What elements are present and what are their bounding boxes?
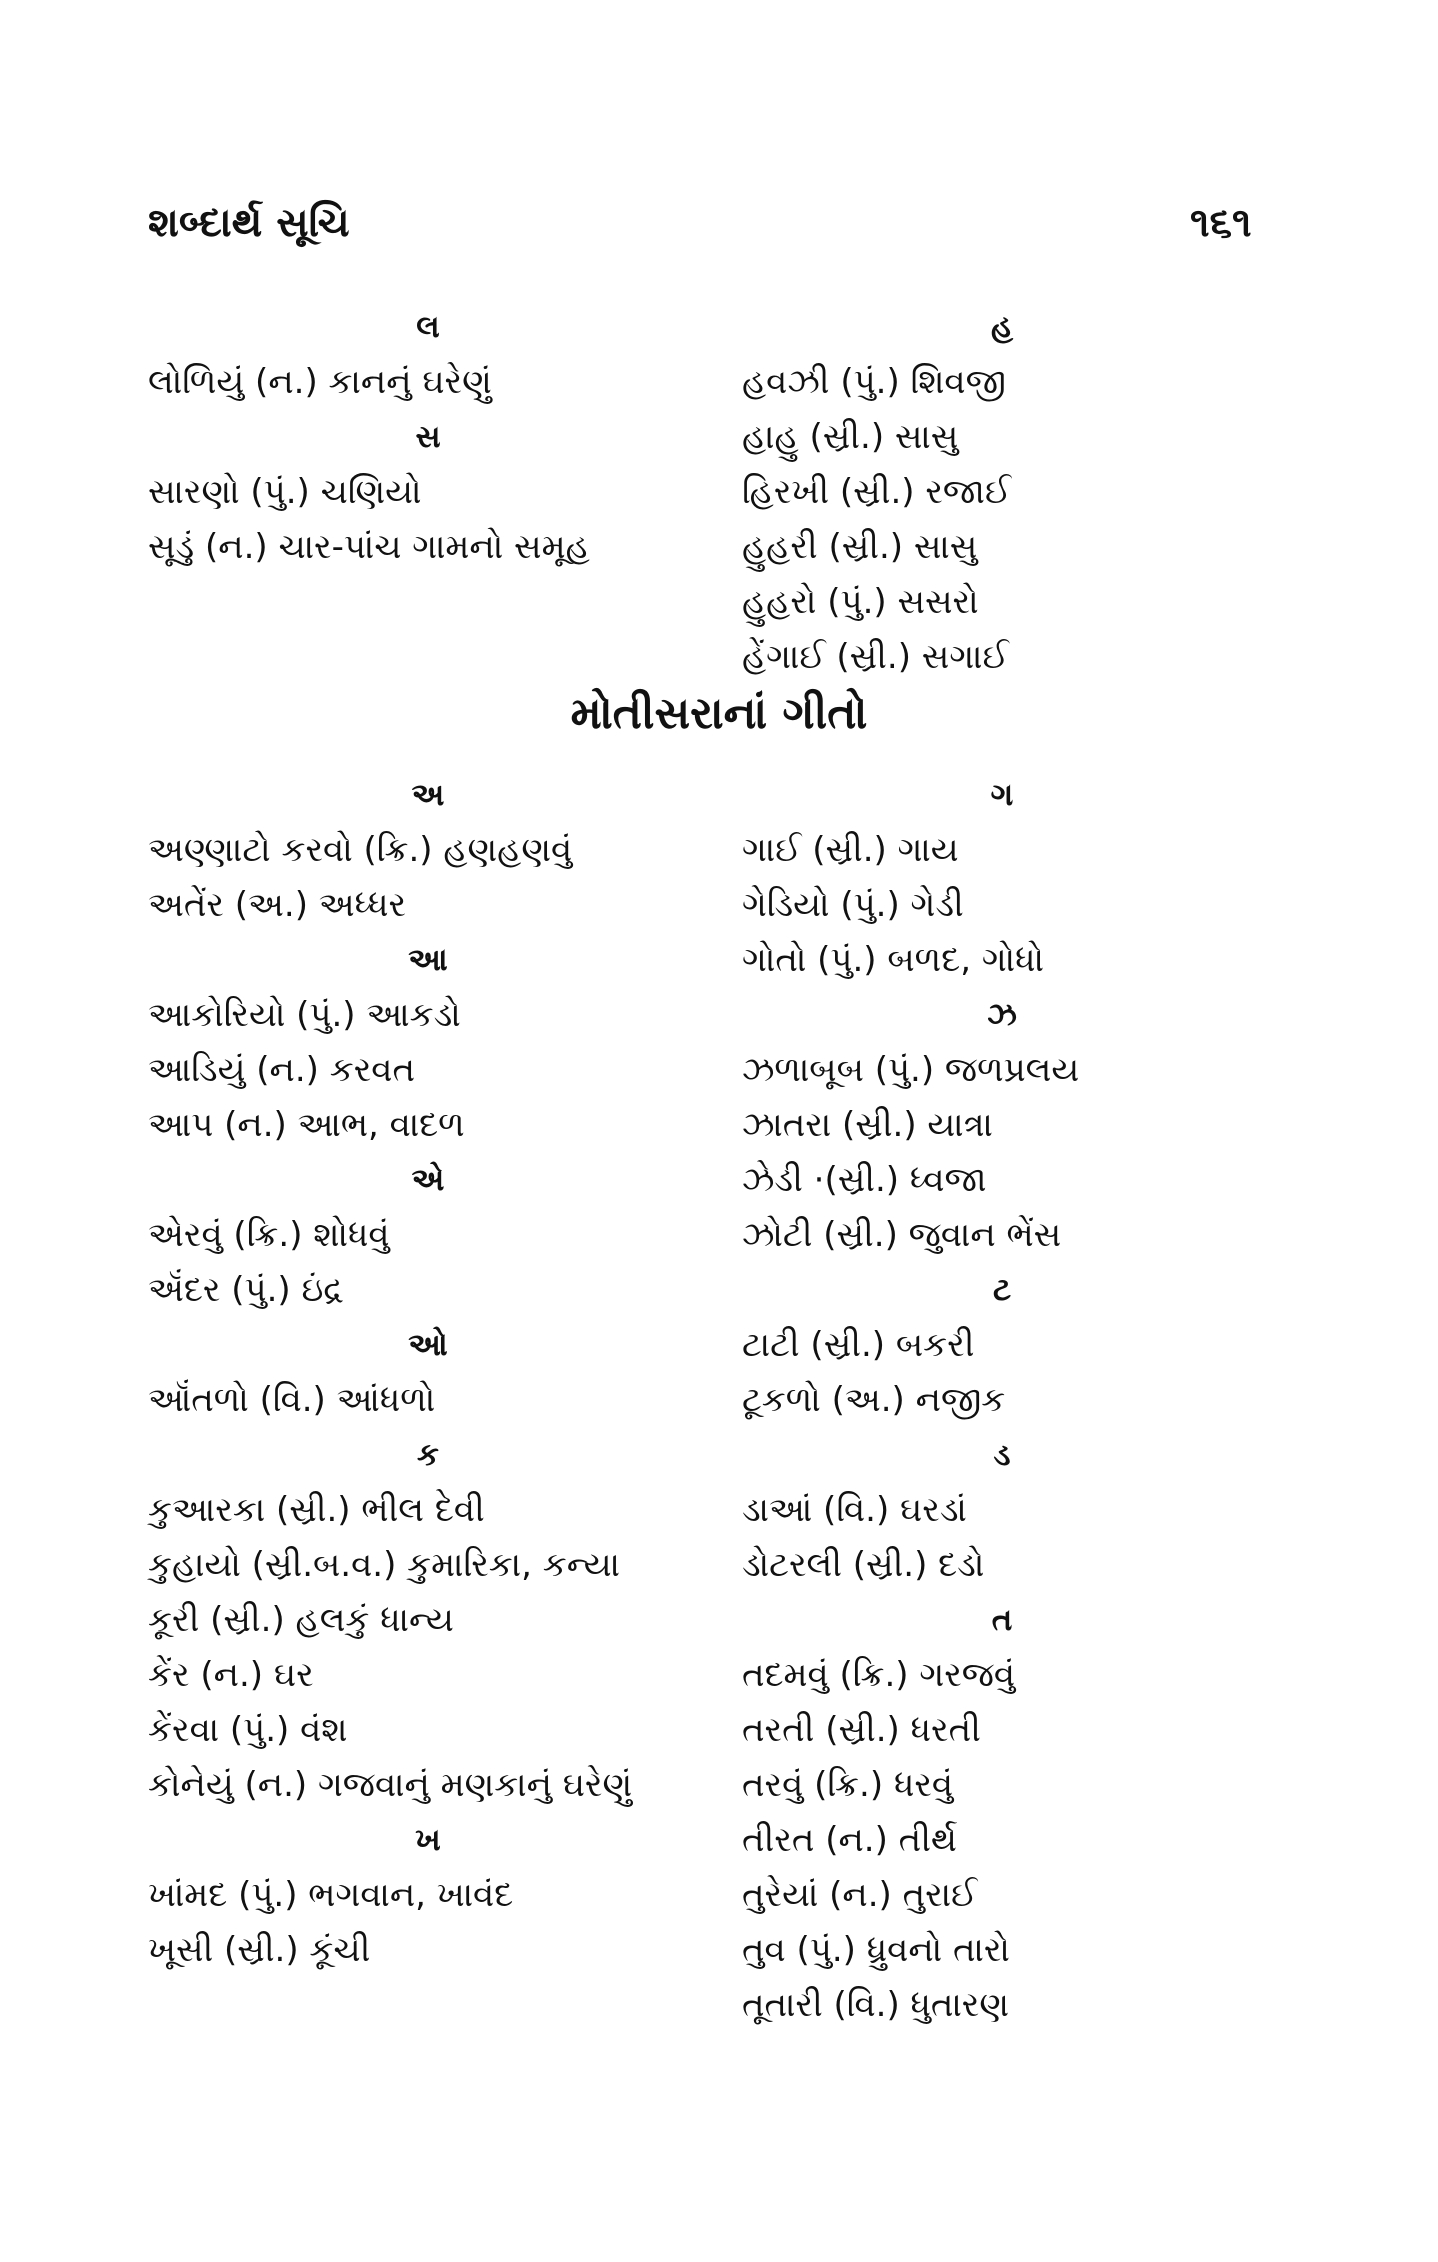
glossary-entry: કુહાયો (સ્રી.બ.વ.) કુમારિકા, કન્યા xyxy=(148,1545,620,1585)
glossary-entry: ઝેડી ·(સ્રી.) ધ્વજા xyxy=(742,1160,987,1200)
section-title: મોતીસરાનાં ગીતો xyxy=(570,688,868,739)
letter-heading: આ xyxy=(408,942,448,978)
glossary-entry: ટાટી (સ્રી.) બકરી xyxy=(742,1325,975,1365)
glossary-entry: આડિયું (ન.) કરવત xyxy=(148,1050,416,1090)
letter-heading: ત xyxy=(991,1602,1013,1638)
letter-heading: ડ xyxy=(993,1437,1011,1473)
glossary-entry: તીરત (ન.) તીર્થ xyxy=(742,1820,958,1860)
glossary-entry: કુઆરકા (સ્રી.) ભીલ દેવી xyxy=(148,1490,485,1530)
letter-heading: ઝ xyxy=(987,997,1017,1033)
glossary-entry: ડોટરલી (સ્રી.) દડો xyxy=(742,1545,985,1585)
glossary-entry: સૂડું (ન.) ચાર-પાંચ ગામનો સમૂહ xyxy=(148,527,590,567)
glossary-entry: ખાંમદ (પું.) ભગવાન, ખાવંદ xyxy=(148,1875,514,1915)
glossary-entry: એરવું (ક્રિ.) શોધવું xyxy=(148,1215,390,1255)
glossary-entry: લોળિયું (ન.) કાનનું ઘરેણું xyxy=(148,362,492,402)
glossary-entry: ઝાતરા (સ્રી.) યાત્રા xyxy=(742,1105,993,1145)
letter-heading: ક xyxy=(417,1437,439,1473)
glossary-entry: આકોરિયો (પું.) આકડો xyxy=(148,995,461,1035)
glossary-entry: ગેડિયો (પું.) ગેડી xyxy=(742,885,964,925)
glossary-entry: ટૂકળો (અ.) નજીક xyxy=(742,1380,1006,1420)
glossary-entry: ગોતો (પું.) બળદ, ગોધો xyxy=(742,940,1045,980)
glossary-entry: હુહરી (સ્રી.) સાસુ xyxy=(742,527,978,567)
page-number: ૧૬૧ xyxy=(1190,200,1252,246)
glossary-entry: હુહરો (પું.) સસરો xyxy=(742,582,979,622)
glossary-entry: તરતી (સ્રી.) ધરતી xyxy=(742,1710,981,1750)
section2-left-column xyxy=(148,768,708,1978)
glossary-entry: ડાઆં (વિ.) ઘરડાં xyxy=(742,1490,967,1530)
letter-heading: ટ xyxy=(992,1272,1012,1308)
glossary-entry: હેંગાઈ (સ્રી.) સગાઈ xyxy=(742,637,1009,677)
glossary-entry: તુરેયાં (ન.) તુરાઈ xyxy=(742,1875,978,1915)
letter-heading: ઓ xyxy=(408,1327,448,1363)
glossary-entry: તુવ (પું.) ધ્રુવનો તારો xyxy=(742,1930,1010,1970)
glossary-entry: કોનેયું (ન.) ગજવાનું મણકાનું ઘરેણું xyxy=(148,1765,633,1805)
glossary-entry: હિરખી (સ્રી.) રજાઈ xyxy=(742,472,1012,512)
glossary-entry: ઝળાબૂબ (પું.) જળપ્રલય xyxy=(742,1050,1080,1090)
glossary-entry: કૂરી (સ્રી.) હલકું ધાન્ય xyxy=(148,1600,454,1640)
glossary-entry: આપ (ન.) આભ, વાદળ xyxy=(148,1105,465,1145)
glossary-entry: હાહુ (સ્રી.) સાસુ xyxy=(742,417,959,457)
letter-heading: અ xyxy=(411,777,445,813)
running-header: શબ્દાર્થ સૂચિ xyxy=(148,200,350,246)
glossary-entry: કેંર (ન.) ઘર xyxy=(148,1655,314,1695)
letter-heading: સ xyxy=(415,419,441,455)
glossary-entry: તદમવું (ક્રિ.) ગરજવું xyxy=(742,1655,1016,1695)
section1-right-column xyxy=(742,300,1262,685)
glossary-entry: કેંરવા (પું.) વંશ xyxy=(148,1710,348,1750)
glossary-entry: ઍંદર (પું.) ઇંદ્ર xyxy=(148,1270,344,1310)
letter-heading: ગ xyxy=(990,777,1014,813)
glossary-entry: અતેંર (અ.) અધ્ધર xyxy=(148,885,407,925)
glossary-entry: તૂતારી (વિ.) ધુતારણ xyxy=(742,1985,1010,2025)
letter-heading: એ xyxy=(411,1162,445,1198)
glossary-entry: સારણો (પું.) ચણિયો xyxy=(148,472,422,512)
glossary-entry: અણ્ણાટો કરવો (ક્રિ.) હણહણવું xyxy=(148,830,573,870)
glossary-entry: ઑંતળો (વિ.) આંધળો xyxy=(148,1380,436,1420)
glossary-entry: ગાઈ (સ્રી.) ગાય xyxy=(742,830,959,870)
letter-heading: ખ xyxy=(415,1822,441,1858)
section1-left-column xyxy=(148,300,708,575)
glossary-entry: ખૂસી (સ્રી.) કૂંચી xyxy=(148,1930,371,1970)
glossary-entry: હવઝી (પું.) શિવજી xyxy=(742,362,1006,402)
glossary-entry: ઝોટી (સ્રી.) જુવાન ભેંસ xyxy=(742,1215,1062,1255)
letter-heading: હ xyxy=(990,309,1014,345)
section2-right-column xyxy=(742,768,1262,2033)
glossary-entry: તરવું (ક્રિ.) ધરવું xyxy=(742,1765,954,1805)
letter-heading: લ xyxy=(416,309,440,345)
